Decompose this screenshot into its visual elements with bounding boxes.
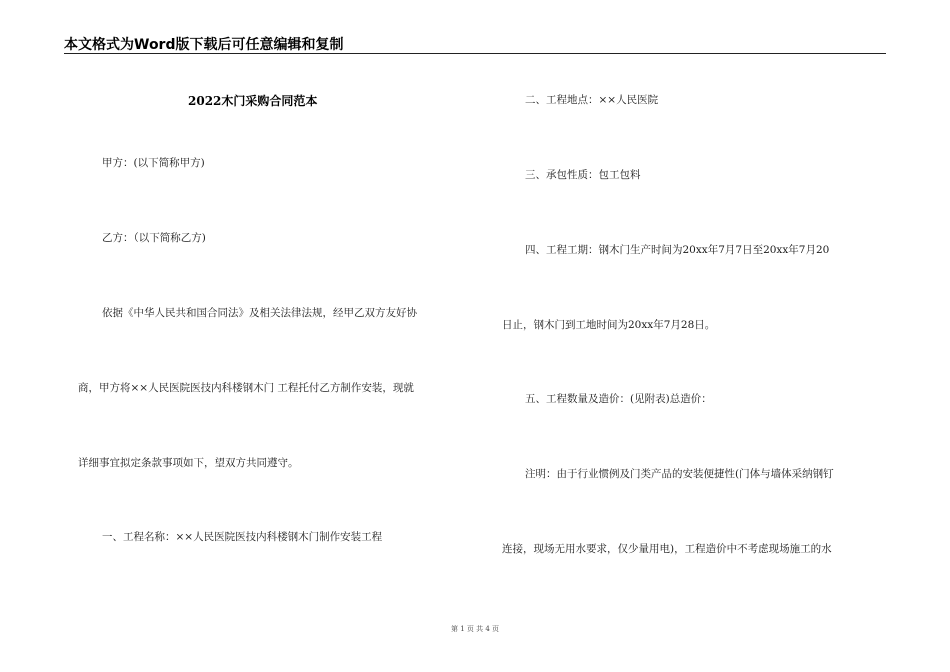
document-title: 2022木门采购合同范本 — [188, 94, 318, 108]
header-title: 本文格式为Word版下载后可任意编辑和复制 — [64, 37, 344, 53]
clause-project-name: 一、工程名称：××人民医院医技内科楼钢木门制作安装工程 — [102, 531, 383, 543]
paragraph-line: 日止，钢木门到工地时间为20xx年7月28日。 — [502, 319, 716, 331]
paragraph-line: 商，甲方将××人民医院医技内科楼钢木门 工程托付乙方制作安装，现就 — [78, 382, 414, 394]
page-number: 第 1 页 共 4 页 — [450, 625, 500, 633]
paragraph-line: 连接，现场无用水要求，仅少量用电)，工程造价中不考虑现场施工的水 — [502, 543, 832, 555]
header-divider — [64, 53, 886, 54]
clause-quantity-price: 五、工程数量及造价：(见附表)总造价： — [525, 393, 712, 405]
party-b-line: 乙方：（以下简称乙方) — [102, 232, 206, 244]
party-a-line: 甲方：(以下简称甲方) — [102, 157, 205, 169]
clause-contract-type: 三、承包性质：包工包料 — [525, 169, 641, 181]
paragraph-line: 依据《中华人民共和国合同法》及相关法律法规，经甲乙双方友好协 — [102, 307, 417, 319]
note-line: 注明：由于行业惯例及门类产品的安装便捷性(门体与墙体采纳钢钉 — [525, 468, 834, 480]
clause-project-location: 二、工程地点：××人民医院 — [525, 94, 659, 106]
paragraph-line: 详细事宜拟定条款事项如下，望双方共同遵守。 — [78, 457, 299, 469]
clause-schedule: 四、工程工期：钢木门生产时间为20xx年7月7日至20xx年7月20 — [525, 244, 830, 256]
